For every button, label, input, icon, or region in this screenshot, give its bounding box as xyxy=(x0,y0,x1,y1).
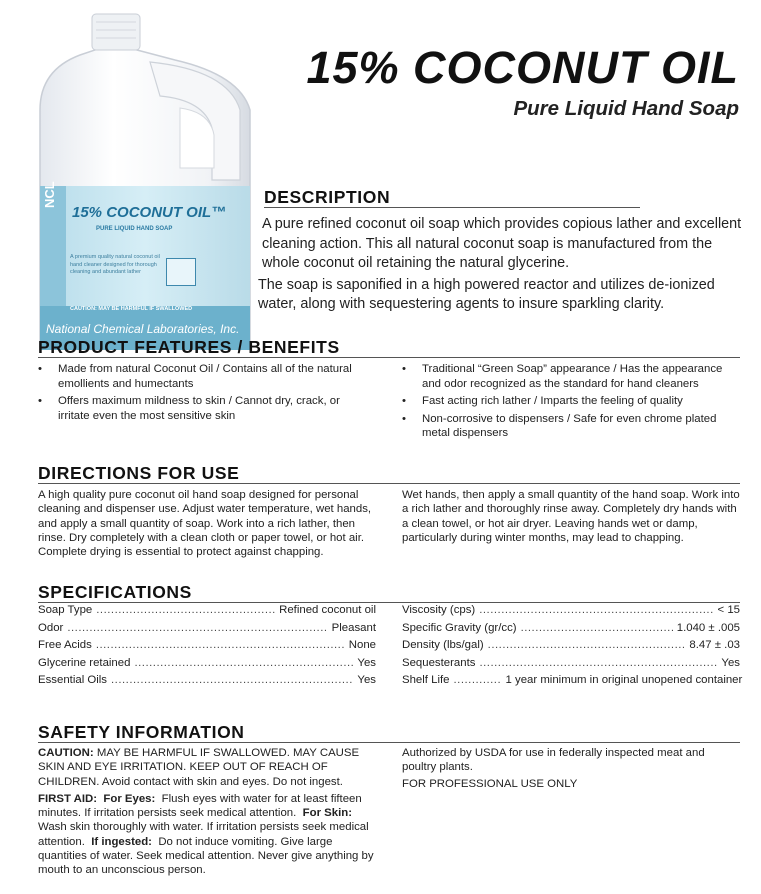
list-item: • Made from natural Coconut Oil / Contains all of the natural emollients and humectants xyxy=(38,362,373,391)
professional-use-note: FOR PROFESSIONAL USE ONLY xyxy=(402,777,578,790)
jug-label-subtitle: PURE LIQUID HAND SOAP xyxy=(96,226,173,232)
spec-label: Free Acids xyxy=(38,639,92,652)
spec-row-free-acids xyxy=(38,639,376,657)
specifications-heading: SPECIFICATIONS xyxy=(38,582,192,602)
specifications-rule xyxy=(38,602,740,603)
spec-value: 8.47 ± .03 xyxy=(689,639,740,652)
spec-value: Yes xyxy=(357,656,376,669)
spec-leader xyxy=(111,674,353,686)
specifications-right xyxy=(402,604,743,692)
description-paragraph-2: The soap is saponified in a high powered reactor and utilizes de-ionized water, along with sequestering agents to insure sparkling clarity. xyxy=(258,276,715,312)
description-rule xyxy=(264,207,640,208)
spec-row-specific-gravity xyxy=(402,622,740,640)
spec-label: Odor xyxy=(38,621,64,634)
spec-row-glycerine xyxy=(38,657,376,675)
skin-text: Wash skin thoroughly with water. If irritation persists seek medical attention. xyxy=(38,821,369,848)
directions-heading: DIRECTIONS FOR USE xyxy=(38,463,240,483)
spec-value: Yes xyxy=(721,656,740,669)
spec-label: Glycerine retained xyxy=(38,656,131,669)
spec-label: Density (lbs/gal) xyxy=(402,639,484,652)
safety-first-aid xyxy=(38,792,376,878)
spec-label: Viscosity (cps) xyxy=(402,604,476,616)
features-list-right xyxy=(402,362,742,444)
page-title: 15% COCONUT OIL xyxy=(306,42,739,93)
description-text xyxy=(258,215,742,315)
jug-label-title: 15% COCONUT OIL™ xyxy=(72,204,227,221)
eyes-label: For Eyes: xyxy=(103,792,156,805)
description-heading: DESCRIPTION xyxy=(264,187,391,207)
jug-label-graphic xyxy=(166,258,196,286)
usda-authorization: Authorized by USDA for use in federally inspected meat and poultry plants. xyxy=(402,747,705,774)
caution-label: CAUTION: xyxy=(38,747,94,759)
ingested-label: If ingested: xyxy=(91,835,152,848)
list-item: • Traditional “Green Soap” appearance / Has the appearance and odor recognized as the standard for hand cleaners xyxy=(402,362,742,391)
spec-row-sequesterants xyxy=(402,657,740,675)
spec-row-shelf-life xyxy=(402,674,743,692)
safety-caution xyxy=(38,746,376,789)
specifications-left xyxy=(38,604,376,692)
spec-value: 1.040 ± .005 xyxy=(676,621,740,634)
spec-value: Refined coconut oil xyxy=(279,604,376,616)
directions-text-right: Wet hands, then apply a small quantity of the hand soap. Work into a rich lather and thoroughly rinse away. Completely dry hands with a clean towel, or hot air dryer. Leaving hands wet or damp, particularly during winter months, may lead to chapping. xyxy=(402,489,740,544)
jug-label-company: National Chemical Laboratories, Inc. xyxy=(46,322,240,336)
safety-rule xyxy=(38,742,740,743)
spec-row-odor xyxy=(38,622,376,640)
safety-text-left xyxy=(38,746,376,881)
spec-row-viscosity xyxy=(402,604,740,622)
features-heading: PRODUCT FEATURES / BENEFITS xyxy=(38,337,340,357)
spec-leader xyxy=(479,604,713,616)
description-paragraph-1: A pure refined coconut oil soap which provides copious lather and excellent cleaning action. This all natural coconut soap is manufactured from the whole coconut oil retaining the natural glycerine. xyxy=(262,216,742,271)
spec-row-essential-oils xyxy=(38,674,376,692)
caution-text: MAY BE HARMFUL IF SWALLOWED. MAY CAUSE SKIN AND EYE IRRITATION. KEEP OUT OF REACH OF CHILDREN. Avoid contact with skin and eyes. Do not ingest. xyxy=(38,747,360,788)
spec-label: Sequesterants xyxy=(402,656,476,669)
first-aid-label: FIRST AID: xyxy=(38,792,98,805)
page-subtitle: Pure Liquid Hand Soap xyxy=(513,97,739,120)
spec-label: Shelf Life xyxy=(402,674,450,687)
spec-label: Specific Gravity (gr/cc) xyxy=(402,621,517,634)
spec-value: None xyxy=(348,639,376,652)
spec-leader xyxy=(67,622,327,634)
skin-label: For Skin: xyxy=(302,807,353,820)
features-list-left xyxy=(38,362,373,426)
list-item: • Offers maximum mildness to skin / Cannot dry, crack, or irritate even the most sensitive skin xyxy=(38,394,373,423)
safety-text-right xyxy=(402,746,740,791)
spec-row-soap-type xyxy=(38,604,376,622)
spec-leader xyxy=(96,639,345,651)
directions-text-left: A high quality pure coconut oil hand soap designed for personal cleaning and dispenser use. Adjust water temperature, wet hands, and apply a small quantity of soap. Work into a rich lather, then rinse. Dry completely with a clean cloth or paper towel, or hot air. Complete drying is essential to protect against chapping. xyxy=(38,489,372,559)
spec-value: Yes xyxy=(357,674,376,687)
spec-label: Essential Oils xyxy=(38,674,108,687)
list-item: • Non-corrosive to dispensers / Safe for even chrome plated metal dispensers xyxy=(402,412,742,441)
safety-heading: SAFETY INFORMATION xyxy=(38,722,245,742)
directions-rule xyxy=(38,483,740,484)
spec-value: < 15 xyxy=(717,604,740,616)
spec-leader xyxy=(479,657,717,669)
eyes-text: Flush eyes with water for at least fifteen minutes. If irritation persists seek medical attention. xyxy=(38,792,362,820)
spec-label: Soap Type xyxy=(38,604,93,616)
spec-leader xyxy=(521,622,673,634)
product-jug-image xyxy=(0,0,260,350)
spec-value: Pleasant xyxy=(331,621,376,634)
jug-badge: NCL xyxy=(42,181,57,208)
features-rule xyxy=(38,357,740,358)
spec-value: 1 year minimum in original unopened container xyxy=(505,674,743,687)
spec-row-density xyxy=(402,639,740,657)
jug-label-caution: CAUTION: MAY BE HARMFUL IF SWALLOWED xyxy=(70,306,193,312)
list-item: • Fast acting rich lather / Imparts the feeling of quality xyxy=(402,394,742,409)
spec-leader xyxy=(488,639,686,651)
ingested-text: Do not induce vomiting. Give large quantities of water. Seek medical attention. Never give anything by mouth to an unconscious person. xyxy=(38,835,374,877)
spec-leader xyxy=(134,657,353,669)
spec-leader xyxy=(96,604,275,616)
spec-leader xyxy=(454,674,502,686)
jug-label-text: A premium quality natural coconut oil hand cleaner designed for thorough cleaning and abundant lather xyxy=(70,254,160,275)
